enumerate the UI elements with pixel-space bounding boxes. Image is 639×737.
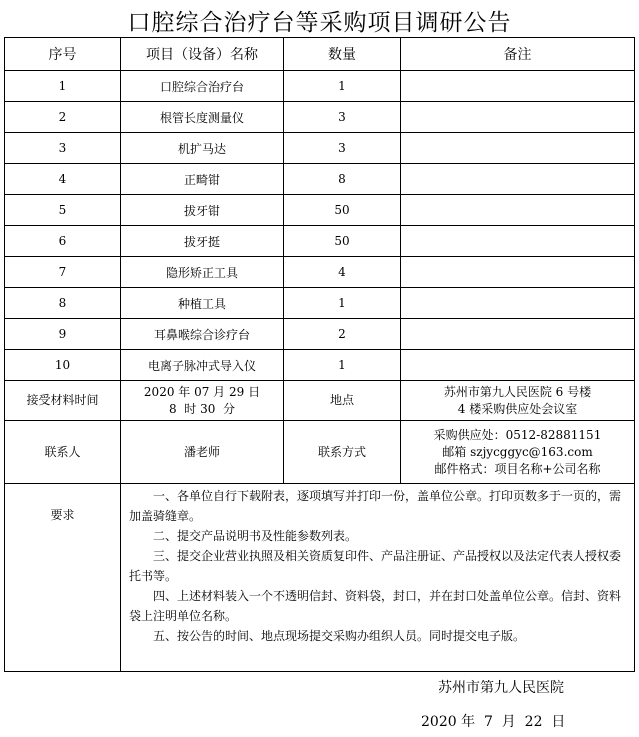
- contact-method-value: [401, 421, 635, 484]
- item-no: 6: [5, 226, 121, 257]
- contact-person: 潘老师: [121, 421, 284, 484]
- item-name: 拔牙挺: [121, 226, 284, 257]
- requirements-content: [121, 484, 635, 672]
- item-no: 8: [5, 288, 121, 319]
- header-name: 项目（设备）名称: [121, 38, 284, 71]
- item-remark: [401, 71, 635, 102]
- table-row: [5, 102, 635, 133]
- item-remark: [401, 226, 635, 257]
- item-no: 3: [5, 133, 121, 164]
- table-row: [5, 164, 635, 195]
- submission-time-value: [121, 381, 284, 421]
- table-row: [5, 257, 635, 288]
- item-remark: [401, 319, 635, 350]
- item-qty: 1: [284, 350, 401, 381]
- contact-method-label: 联系方式: [284, 421, 401, 484]
- item-name: 耳鼻喉综合诊疗台: [121, 319, 284, 350]
- item-remark: [401, 102, 635, 133]
- item-no: 7: [5, 257, 121, 288]
- table-header-row: [5, 38, 635, 71]
- header-qty: 数量: [284, 38, 401, 71]
- item-name: 正畸钳: [121, 164, 284, 195]
- contact-email: 邮箱 szjycggyc@163.com: [442, 444, 593, 459]
- table-row: [5, 133, 635, 164]
- item-qty: 2: [284, 319, 401, 350]
- submission-clock: 8 时 30 分: [169, 401, 235, 416]
- submission-time-label: 接受材料时间: [5, 381, 121, 421]
- item-remark: [401, 288, 635, 319]
- item-qty: 1: [284, 71, 401, 102]
- header-no: 序号: [5, 38, 121, 71]
- contact-label: 联系人: [5, 421, 121, 484]
- item-remark: [401, 257, 635, 288]
- item-name: 根管长度测量仪: [121, 102, 284, 133]
- place-line-2: 4 楼采购供应处会议室: [457, 401, 578, 416]
- header-remark: 备注: [401, 38, 635, 71]
- page-title: 口腔综合治疗台等采购项目调研公告: [127, 10, 512, 36]
- table-row: [5, 288, 635, 319]
- item-qty: 50: [284, 226, 401, 257]
- procurement-table: [4, 37, 635, 672]
- item-name: 种植工具: [121, 288, 284, 319]
- submission-date: 2020 年 07 月 29 日: [143, 384, 261, 399]
- item-name: 口腔综合治疗台: [121, 71, 284, 102]
- contact-phone: 采购供应处：0512-82881151: [433, 427, 602, 442]
- item-remark: [401, 195, 635, 226]
- item-qty: 8: [284, 164, 401, 195]
- table-row: [5, 195, 635, 226]
- table-row: [5, 226, 635, 257]
- item-qty: 50: [284, 195, 401, 226]
- place-value: [401, 381, 635, 421]
- item-no: 9: [5, 319, 121, 350]
- item-remark: [401, 350, 635, 381]
- item-qty: 3: [284, 102, 401, 133]
- item-name: 电离子脉冲式导入仪: [121, 350, 284, 381]
- table-row: [5, 350, 635, 381]
- item-no: 10: [5, 350, 121, 381]
- requirements-label: 要求: [5, 484, 121, 672]
- item-no: 1: [5, 71, 121, 102]
- requirement-5: 五、按公告的时间、地点现场提交采购办组织人员。同时提交电子版。: [153, 629, 526, 643]
- item-qty: 3: [284, 133, 401, 164]
- requirement-3: 三、提交企业营业执照及相关资质复印件、产品注册证、产品授权以及法定代表人授权委托书等。: [129, 549, 622, 583]
- contact-row: [5, 421, 635, 484]
- table-row: [5, 319, 635, 350]
- item-name: 拔牙钳: [121, 195, 284, 226]
- item-qty: 4: [284, 257, 401, 288]
- contact-email-format: 邮件格式：项目名称+公司名称: [434, 461, 601, 476]
- item-no: 4: [5, 164, 121, 195]
- table-row: [5, 71, 635, 102]
- requirement-4: 四、上述材料装入一个不透明信封、资料袋，封口，并在封口处盖单位公章。信封、资料袋上注明单位名称。: [129, 589, 622, 623]
- item-name: 隐形矫正工具: [121, 257, 284, 288]
- item-remark: [401, 164, 635, 195]
- place-label: 地点: [284, 381, 401, 421]
- issue-date: 2020 年 7 月 22 日: [421, 714, 566, 730]
- item-no: 2: [5, 102, 121, 133]
- item-remark: [401, 133, 635, 164]
- requirement-2: 二、提交产品说明书及性能参数列表。: [153, 529, 358, 543]
- item-qty: 1: [284, 288, 401, 319]
- place-line-1: 苏州市第九人民医院 6 号楼: [443, 384, 592, 399]
- signature: 苏州市第九人民医院: [438, 680, 564, 696]
- submission-time-row: [5, 381, 635, 421]
- item-name: 机扩马达: [121, 133, 284, 164]
- requirement-1: 一、各单位自行下载附表，逐项填写并打印一份，盖单位公章。打印页数多于一页的，需加盖骑缝章。: [129, 489, 622, 523]
- requirements-row: [5, 484, 635, 672]
- item-no: 5: [5, 195, 121, 226]
